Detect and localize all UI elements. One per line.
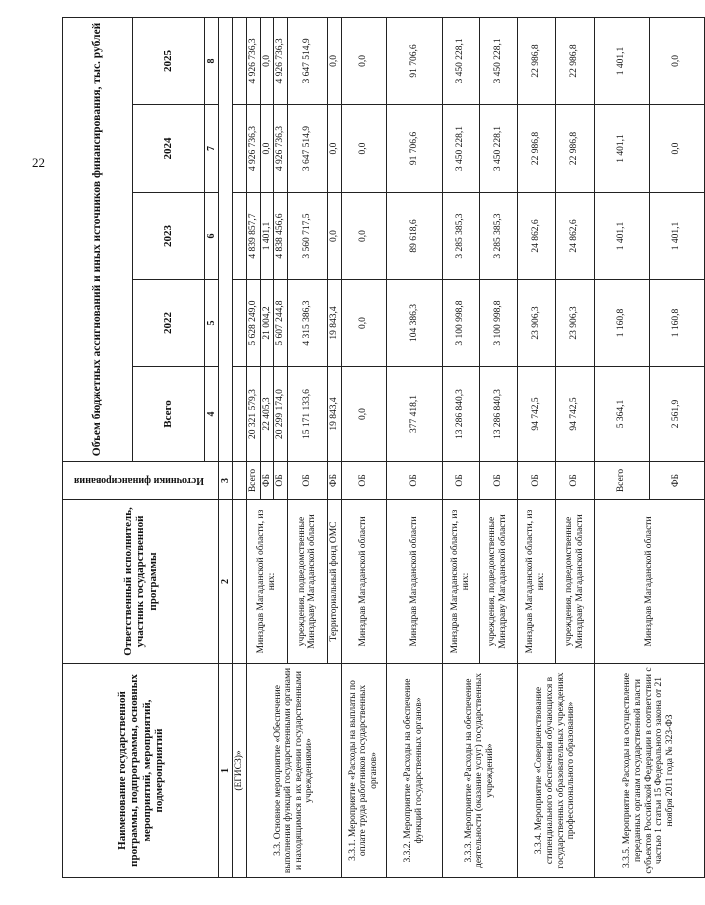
prev-row-name: (ЕГИСЗ)» (233, 664, 247, 878)
row-value: 4 926 736,3 (247, 105, 261, 193)
rotated-table-page (62, 18, 682, 878)
row-value: 94 742,5 (517, 367, 555, 462)
row-value: 4 839 857,7 (247, 193, 261, 280)
row-executor: учреждения, подведомственные Минздраву Магаданской области (555, 500, 594, 664)
row-source: ОБ (274, 462, 288, 500)
row-value: 0,0 (341, 193, 386, 280)
row-value: 0,0 (260, 17, 274, 104)
row-value: 21 004,2 (260, 280, 274, 367)
row-name: 3.3. Основное мероприятие «Обеспечение выполнения функций государственными органами и находящимися в их ведении государственными учреждениями» (247, 664, 342, 878)
row-value: 2 561,9 (649, 367, 704, 462)
col-number: 1 (219, 664, 233, 878)
row-source: ОБ (555, 462, 594, 500)
row-value: 15 171 133,6 (287, 367, 327, 462)
row-source: ФБ (649, 462, 704, 500)
row-value: 0,0 (327, 17, 341, 104)
col-number: 4 (205, 367, 219, 462)
row-executor: Минздрав Магаданской области (341, 500, 386, 664)
row-value: 0,0 (649, 17, 704, 104)
row-name: 3.3.4. Мероприятие «Совершенствование стипендиального обеспечения обучающихся в государственных образовательных учреждениях профессионального образования» (517, 664, 594, 878)
header-executor: Ответственный исполнитель, участник государственной программы (63, 500, 219, 664)
row-value: 1 401,1 (594, 105, 649, 193)
row-value: 0,0 (341, 367, 386, 462)
row-source: ОБ (386, 462, 442, 500)
row-value: 3 450 228,1 (479, 17, 517, 104)
row-value: 13 286 840,3 (442, 367, 479, 462)
row-value: 104 386,3 (386, 280, 442, 367)
row-value: 22 986,8 (555, 17, 594, 104)
row-value: 0,0 (327, 193, 341, 280)
table-row (247, 17, 261, 877)
row-value: 4 926 736,3 (274, 105, 288, 193)
header-year: 2023 (133, 193, 205, 280)
row-value: 3 285 385,3 (479, 193, 517, 280)
row-value: 3 560 717,5 (287, 193, 327, 280)
row-value: 4 838 456,6 (274, 193, 288, 280)
row-value: 3 450 228,1 (442, 105, 479, 193)
table-row (517, 17, 555, 877)
row-value: 1 401,1 (649, 193, 704, 280)
row-value: 91 706,6 (386, 105, 442, 193)
row-executor: Территориальный фонд ОМС (327, 500, 341, 664)
row-value: 19 843,4 (327, 280, 341, 367)
row-value: 0,0 (260, 105, 274, 193)
row-value: 0,0 (341, 17, 386, 104)
row-value: 91 706,6 (386, 17, 442, 104)
header-year: 2024 (133, 105, 205, 193)
row-value: 1 401,1 (594, 17, 649, 104)
row-name: 3.3.2. Мероприятие «Расходы на обеспечение функций государственных органов» (386, 664, 442, 878)
table-row (442, 17, 479, 877)
header-total: Всего (133, 367, 205, 462)
row-value: 24 862,6 (517, 193, 555, 280)
row-value: 5 607 244,8 (274, 280, 288, 367)
row-value: 23 906,3 (555, 280, 594, 367)
header-budget-title: Объем бюджетных ассигнований и иных источников финансирования, тыс. рублей (63, 17, 133, 461)
col-number: 8 (205, 17, 219, 104)
row-executor: учреждения, подведомственные Минздраву Магаданской области (479, 500, 517, 664)
row-value: 22 986,8 (555, 105, 594, 193)
row-value: 3 647 514,9 (287, 105, 327, 193)
row-value: 1 160,8 (594, 280, 649, 367)
row-value: 1 160,8 (649, 280, 704, 367)
row-value: 3 100 998,8 (442, 280, 479, 367)
row-value: 5 364,1 (594, 367, 649, 462)
row-source: ОБ (517, 462, 555, 500)
col-number: 7 (205, 105, 219, 193)
row-value: 4 926 736,3 (247, 17, 261, 104)
page-number: 22 (32, 155, 45, 170)
row-source: ОБ (479, 462, 517, 500)
empty-cell (219, 17, 233, 461)
row-value: 3 450 228,1 (442, 17, 479, 104)
header-source (63, 462, 219, 500)
row-value: 3 285 385,3 (442, 193, 479, 280)
row-value: 94 742,5 (555, 367, 594, 462)
header-source-text: Источники финансирования (73, 475, 204, 487)
row-value: 0,0 (341, 280, 386, 367)
header-year: 2025 (133, 17, 205, 104)
row-value: 22 986,8 (517, 105, 555, 193)
budget-table (62, 17, 705, 878)
row-value: 3 647 514,9 (287, 17, 327, 104)
row-value: 20 299 174,0 (274, 367, 288, 462)
row-source: ОБ (341, 462, 386, 500)
row-executor: Минздрав Магаданской области, из них: (517, 500, 555, 664)
row-value: 89 618,6 (386, 193, 442, 280)
table-row (386, 17, 442, 877)
row-value: 20 321 579,3 (247, 367, 261, 462)
row-value: 5 628 249,0 (247, 280, 261, 367)
col-number: 6 (205, 193, 219, 280)
row-source: Всего (594, 462, 649, 500)
row-value: 1 401,1 (260, 193, 274, 280)
row-executor: Минздрав Магаданской области, из них: (442, 500, 479, 664)
row-value: 13 286 840,3 (479, 367, 517, 462)
row-value: 4 315 386,3 (287, 280, 327, 367)
row-value: 0,0 (341, 105, 386, 193)
row-name: 3.3.3. Мероприятие «Расходы на обеспечение деятельности (оказание услуг) государственных учреждений» (442, 664, 517, 878)
row-value: 19 843,4 (327, 367, 341, 462)
row-source: ФБ (260, 462, 274, 500)
row-value: 23 906,3 (517, 280, 555, 367)
row-source: ФБ (327, 462, 341, 500)
row-executor: Минздрав Магаданской области (386, 500, 442, 664)
row-value: 3 100 998,8 (479, 280, 517, 367)
row-value: 22 405,3 (260, 367, 274, 462)
row-value: 1 401,1 (594, 193, 649, 280)
row-value: 0,0 (327, 105, 341, 193)
header-year: 2022 (133, 280, 205, 367)
col-number: 2 (219, 500, 233, 664)
row-name: 3.3.5. Мероприятие «Расходы на осуществление переданных органам государственной власти субъектов Российской Федерации в соответствии с частью 1 статьи 15 Федерального закона от 21 ноября 2011 года № 323-ФЗ (594, 664, 704, 878)
col-number: 5 (205, 280, 219, 367)
row-value: 22 986,8 (517, 17, 555, 104)
row-executor: учреждения, подведомственные Минздраву Магаданской области (287, 500, 327, 664)
row-value: 377 418,1 (386, 367, 442, 462)
table-row (594, 17, 649, 877)
header-name: Наименование государственной программы, подпрограммы, основных мероприятий, мероприятий, подмероприятий (63, 664, 219, 878)
row-executor: Минздрав Магаданской области (594, 500, 704, 664)
row-value: 0,0 (649, 105, 704, 193)
table-row (341, 17, 386, 877)
row-value: 24 862,6 (555, 193, 594, 280)
row-source: Всего (247, 462, 261, 500)
row-executor: Минздрав Магаданской области, из них: (247, 500, 288, 664)
row-source: ОБ (287, 462, 327, 500)
row-value: 4 926 736,3 (274, 17, 288, 104)
row-value: 3 450 228,1 (479, 105, 517, 193)
col-number: 3 (219, 462, 233, 500)
row-source: ОБ (442, 462, 479, 500)
row-name: 3.3.1. Мероприятие «Расходы на выплаты по оплате труда работников государственных органов» (341, 664, 386, 878)
